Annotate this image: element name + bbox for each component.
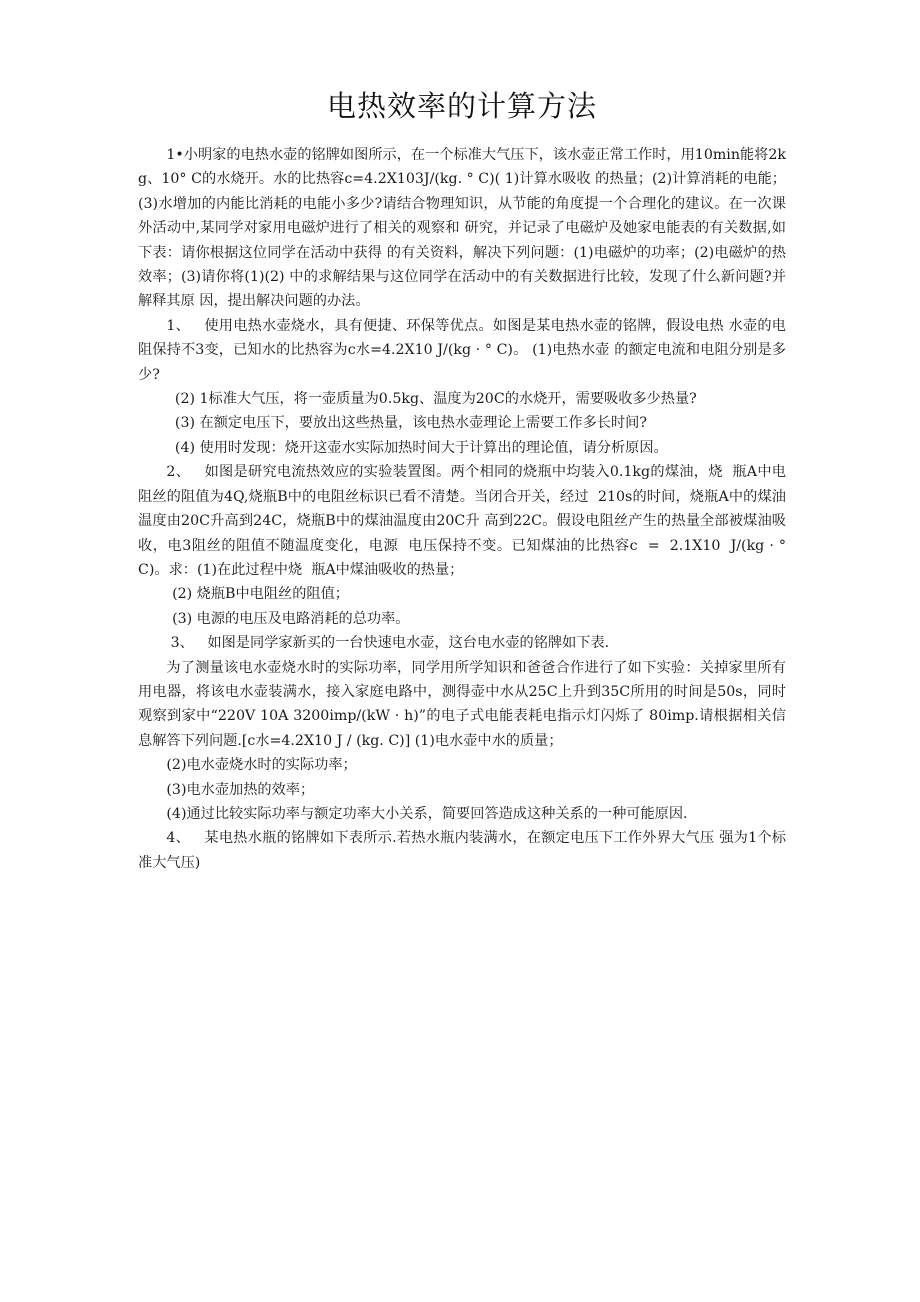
paragraph: (4)通过比较实际功率与额定功率大小关系，简要回答造成这种关系的一种可能原因.	[166, 805, 688, 822]
paragraph: 为了测量该电水壶烧水时的实际功率，同学用所学知识和爸爸合作进行了如下实验：关掉家里所有用电器，将该电水壶装满水，接入家庭电路中，测得壶中水从25C上升到35C所用的时间是50s，同时观察到家中“220V 10A 3200imp/(kW · h)”的电子式电能表耗电指示灯闪烁了 80imp.请根据相关信息解答下列问题.[c水=4.2X10 J / (kg. C)] (1)电水壶中水的质量；	[138, 659, 786, 749]
paragraph: 3、 如图是同学家新买的一台快速电水壶，这台电水壶的铭牌如下表.	[170, 635, 610, 652]
paragraph: (2) 烧瓶B中电阻丝的阻值；	[172, 586, 349, 603]
document-title: 电热效率的计算方法	[326, 89, 597, 123]
document-page	[138, 0, 791, 875]
paragraph: 1、 使用电热水壶烧水，具有便捷、环保等优点。如图是某电热水壶的铭牌，假设电热 水壶的电阻保持不3变，已知水的比热容为c水=4.2X10 J/(kg · ° C)。 (1)电热水壶 的额定电流和电阻分别是多少?	[138, 317, 786, 383]
paragraph: (2)电水壶烧水时的实际功率；	[166, 757, 357, 774]
paragraph: 1•小明家的电热水壶的铭牌如图所示，在一个标准大气压下，该水壶正常工作时，用10min能将2kg、10° C的水烧开。水的比热容c=4.2X103J/(kg. ° C)( 1)计算水吸收 的热量；(2)计算消耗的电能；(3)水增加的内能比消耗的电能小多少?请结合物理知识，从节能的角度提一个合理化的建议。在一次课外活动中,某同学对家用电磁炉进行了相关的观察和 研究，并记录了电磁炉及她家电能表的有关数据,如下表：请你根据这位同学在活动中获得 的有关资料，解决下列问题：(1)电磁炉的功率；(2)电磁炉的热效率；(3)请你将(1)(2) 中的求解结果与这位同学在活动中的有关数据进行比较，发现了什么新问题?并解释其原 因，提出解决问题的办法。	[138, 147, 786, 310]
paragraph: 2、 如图是研究电流热效应的实验装置图。两个相同的烧瓶中均装入0.1kg的煤油，烧 瓶A中电阻丝的阻值为4Q,烧瓶B中的电阻丝标识已看不清楚。当闭合开关，经过 210s的时间，烧瓶A中的煤油温度由20C升高到24C，烧瓶B中的煤油温度由20C升 高到22C。假设电阻丝产生的热量全部被煤油吸收，电3阻丝的阻值不随温度变化，电源 电压保持不变。已知煤油的比热容c = 2.1X10 J/(kg · ° C)。求：(1)在此过程中烧 瓶A中煤油吸收的热量；	[138, 464, 791, 578]
paragraph: (3) 在额定电压下，要放出这些热量，该电热水壶理论上需要工作多长时间?	[174, 415, 647, 432]
document-body	[138, 143, 791, 875]
paragraph: (4) 使用时发现：烧开这壶水实际加热时间大于计算出的理论值，请分析原因。	[174, 439, 668, 456]
paragraph: 4、 某电热水瓶的铭牌如下表所示.若热水瓶内装满水，在额定电压下工作外界大气压 强为1个标准大气压)	[138, 830, 786, 871]
paragraph: (3) 电源的电压及电路消耗的总功率。	[172, 610, 410, 627]
paragraph: (3)电水壶加热的效率；	[166, 781, 315, 798]
paragraph: (2) 1标准大气压，将一壶质量为0.5kg、温度为20C的水烧开，需要吸收多少热量?	[174, 391, 697, 408]
